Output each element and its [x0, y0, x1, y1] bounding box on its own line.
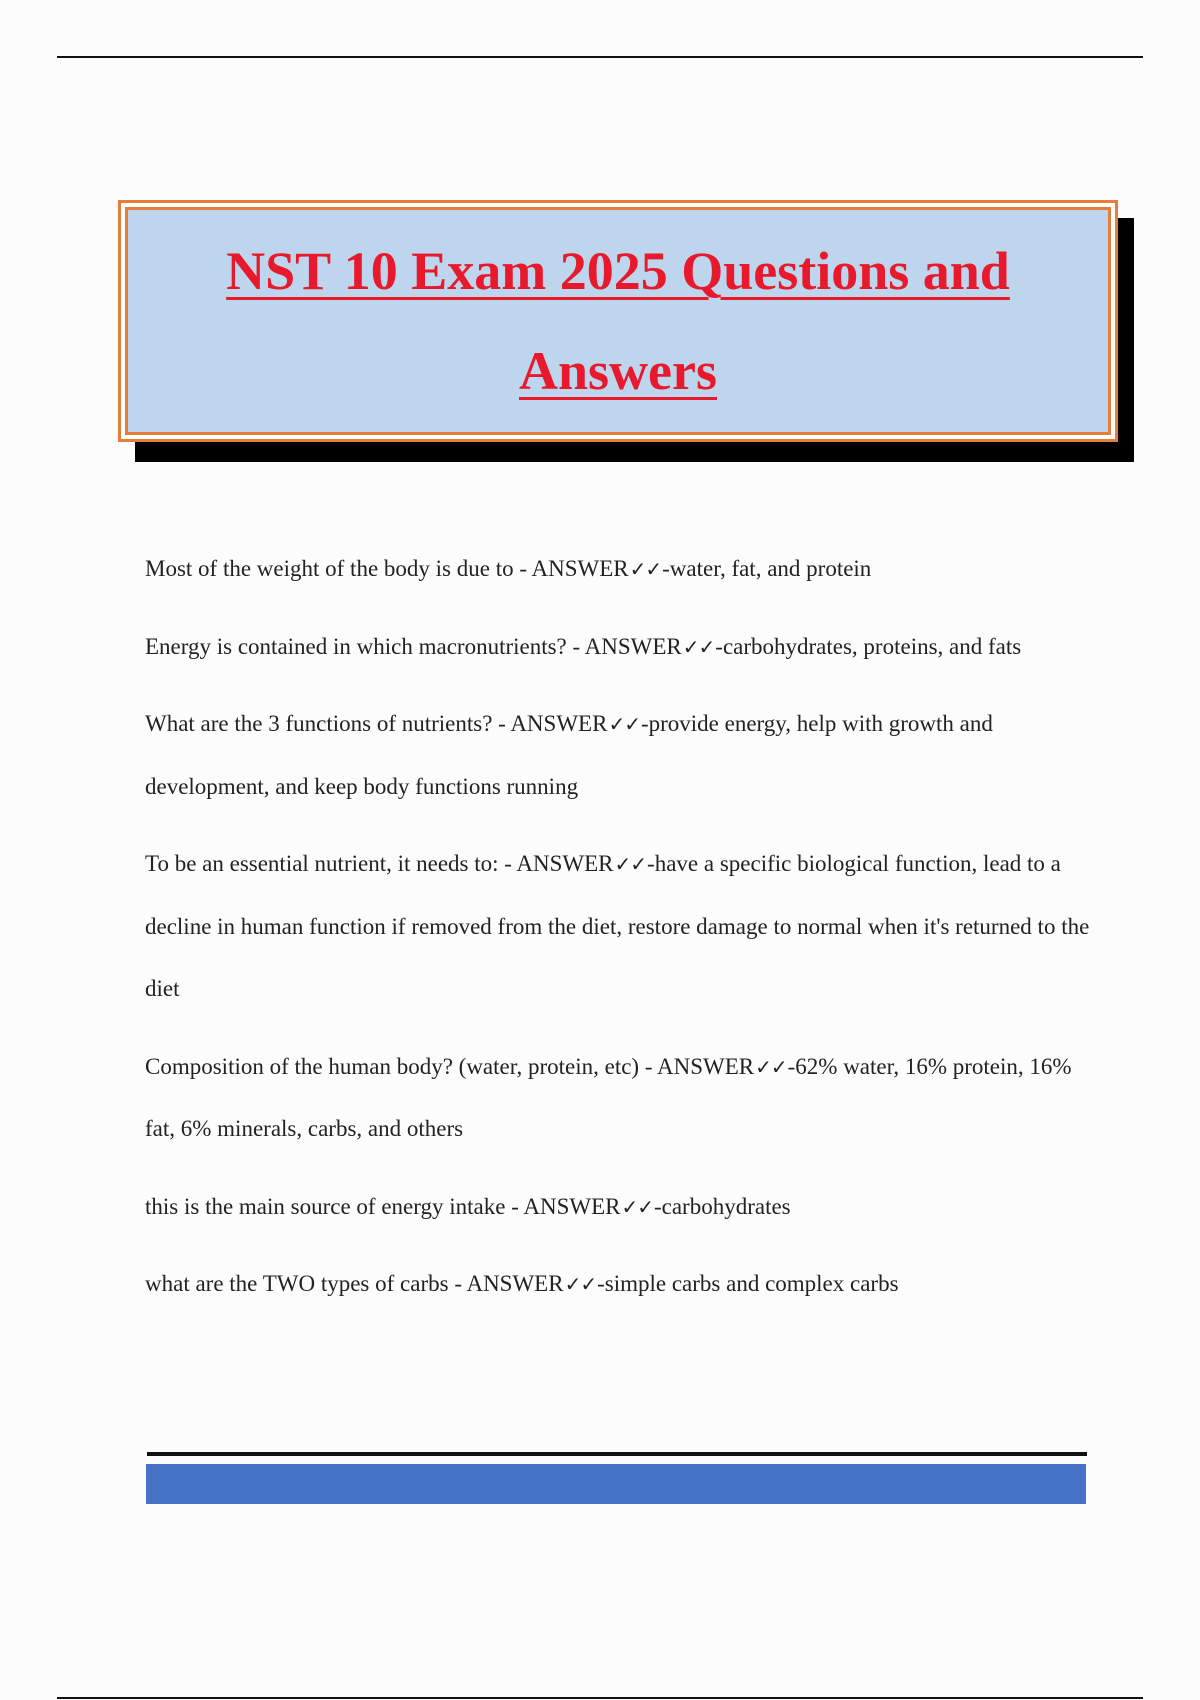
qa-answer: -simple carbs and complex carbs: [597, 1271, 899, 1296]
checkmark-icon: ✓✓: [755, 1054, 787, 1079]
qa-answer: -carbohydrates: [653, 1193, 791, 1219]
document-title-line-1: NST 10 Exam 2025 Questions and: [226, 241, 1010, 301]
qa-question: Energy is contained in which macronutrients? - ANSWER: [145, 633, 682, 659]
qa-question: Composition of the human body? (water, protein, etc) - ANSWER: [145, 1053, 755, 1079]
qa-answer: -62% water, 16% protein, 16% fat, 6% minerals, carbs, and others: [145, 1053, 1072, 1141]
qa-question: What are the 3 functions of nutrients? - ANSWER: [145, 711, 608, 736]
qa-item: [145, 1036, 1095, 1161]
qa-question: what are the TWO types of carbs - ANSWER: [145, 1271, 564, 1296]
qa-answer: -have a specific biological function, lead to a decline in human function if removed from the diet, restore damage to normal when it's returned to the diet: [145, 851, 1090, 1001]
qa-answer: -provide energy, help with growth and development, and keep body functions running: [145, 711, 993, 799]
qa-item: [145, 538, 1095, 601]
checkmark-icon: ✓✓: [564, 1272, 597, 1296]
top-rule: [57, 56, 1143, 58]
footer-rule: [147, 1452, 1087, 1456]
checkmark-icon: ✓✓: [629, 557, 662, 581]
checkmark-icon: ✓✓: [608, 712, 640, 736]
qa-item: [145, 1253, 1095, 1316]
qa-list: [145, 538, 1095, 1331]
qa-answer: -carbohydrates, proteins, and fats: [715, 633, 1022, 659]
checkmark-icon: ✓✓: [614, 852, 647, 876]
bottom-rule: [57, 1697, 1143, 1699]
qa-item: [145, 693, 1095, 818]
title-box: [118, 200, 1118, 442]
title-box-inner: [125, 207, 1111, 435]
checkmark-icon: ✓✓: [682, 634, 715, 659]
qa-item: [145, 616, 1095, 679]
qa-question: To be an essential nutrient, it needs to: - ANSWER: [145, 851, 614, 876]
qa-question: this is the main source of energy intake - ANSWER: [145, 1193, 621, 1219]
qa-item: [145, 1176, 1095, 1239]
checkmark-icon: ✓✓: [621, 1194, 653, 1219]
qa-question: Most of the weight of the body is due to - ANSWER: [145, 556, 629, 581]
qa-answer: -water, fat, and protein: [662, 556, 872, 581]
qa-item: [145, 833, 1095, 1021]
document-title-line-2: Answers: [519, 341, 717, 401]
footer-bar: [146, 1464, 1086, 1504]
